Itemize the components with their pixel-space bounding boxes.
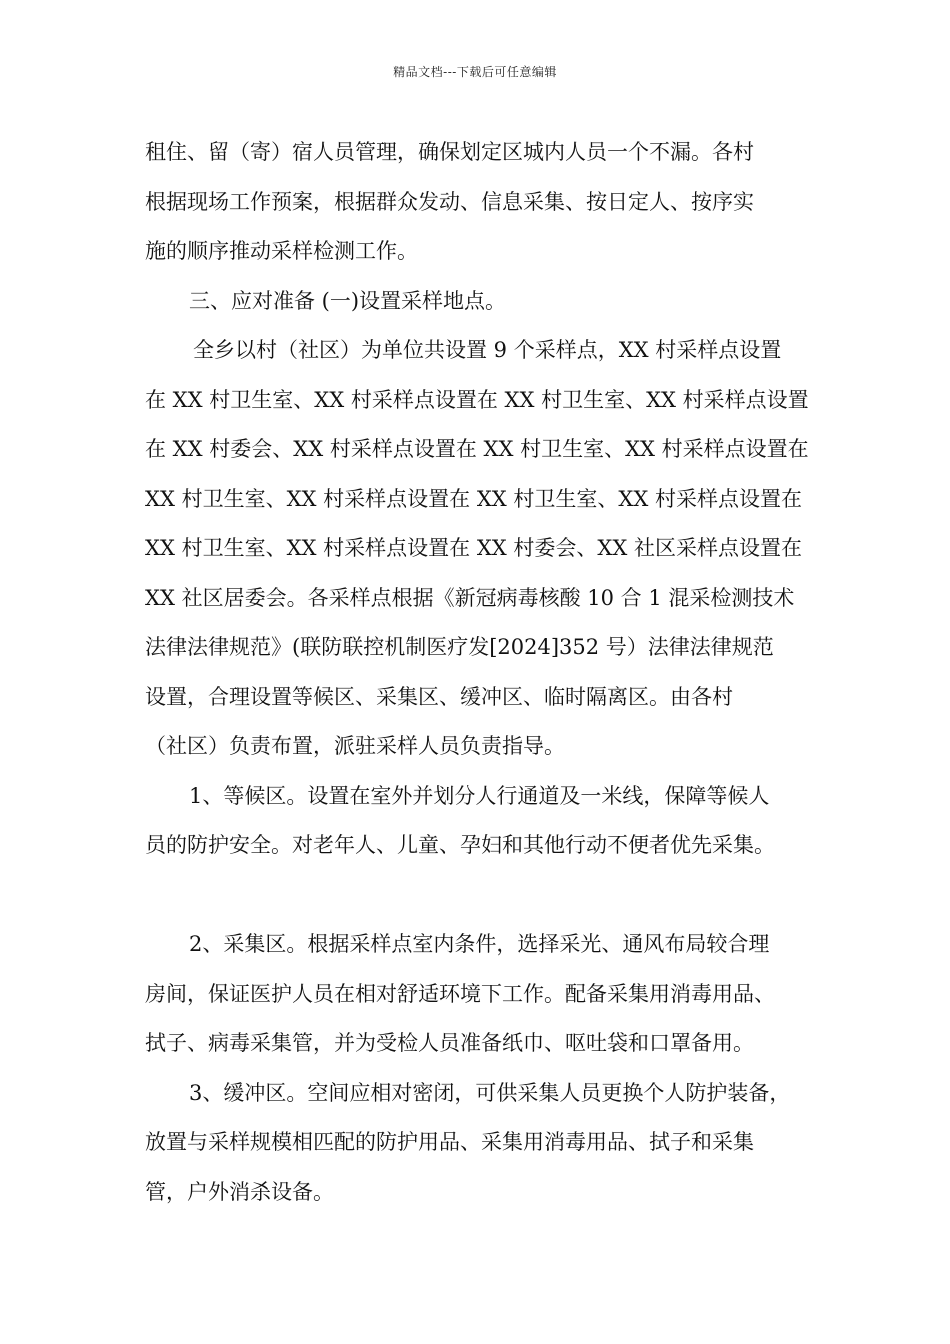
document-body	[145, 132, 813, 1221]
text-line: XX 村卫生室、XX 村采样点设置在 XX 村委会、XX 社区采样点设置在	[145, 536, 802, 560]
text-line: 3、缓冲区。空间应相对密闭，可供采集人员更换个人防护装备，	[189, 1080, 791, 1105]
text-line: 1、等候区。设置在室外并划分人行通道及一米线，保障等候人	[189, 783, 770, 808]
text-line: （社区）负责布置，派驻采样人员负责指导。	[145, 734, 565, 758]
text-line: 管，户外消杀设备。	[145, 1179, 334, 1204]
text-line: XX 社区居委会。各采样点根据《新冠病毒核酸 10 合 1 混采检测技术	[145, 585, 795, 610]
text-line: 2、采集区。根据采样点室内条件，选择采光、通风布局较合理	[189, 932, 770, 956]
text-line: 法律法律规范》(联防联控机制医疗发[2024]352 号）法律法律规范	[145, 635, 774, 659]
text-line: 租住、留（寄）宿人员管理，确保划定区城内人员一个不漏。各村	[145, 140, 754, 164]
paragraph-gap	[145, 875, 813, 925]
text-line: 员的防护安全。对老年人、儿童、孕妇和其他行动不便者优先采集。	[145, 833, 775, 857]
text-line: 放置与采样规模相匹配的防护用品、采集用消毒用品、拭子和采集	[145, 1130, 754, 1154]
text-line: XX 村卫生室、XX 村采样点设置在 XX 村卫生室、XX 村采样点设置在	[145, 486, 802, 511]
text-line: 全乡以村（社区）为单位共设置 9 个采样点，XX 村采样点设置	[193, 338, 782, 362]
text-line: 在 XX 村委会、XX 村采样点设置在 XX 村卫生室、XX 村采样点设置在	[145, 437, 809, 461]
page-header: 精品文档---下载后可任意编辑	[393, 65, 557, 79]
section-heading: 三、应对准备 (一)设置采样地点。	[189, 288, 507, 313]
text-line: 设置，合理设置等候区、采集区、缓冲区、临时隔离区。由各村	[145, 684, 733, 709]
text-line: 施的顺序推动采样检测工作。	[145, 239, 418, 263]
text-line: 在 XX 村卫生室、XX 村采样点设置在 XX 村卫生室、XX 村采样点设置	[145, 387, 809, 412]
text-line: 拭子、病毒采集管，并为受检人员准备纸巾、呕吐袋和口罩备用。	[145, 1031, 754, 1055]
text-line: 根据现场工作预案，根据群众发动、信息采集、按日定人、按序实	[145, 189, 754, 214]
text-line: 房间，保证医护人员在相对舒适环境下工作。配备采集用消毒用品、	[145, 981, 775, 1006]
